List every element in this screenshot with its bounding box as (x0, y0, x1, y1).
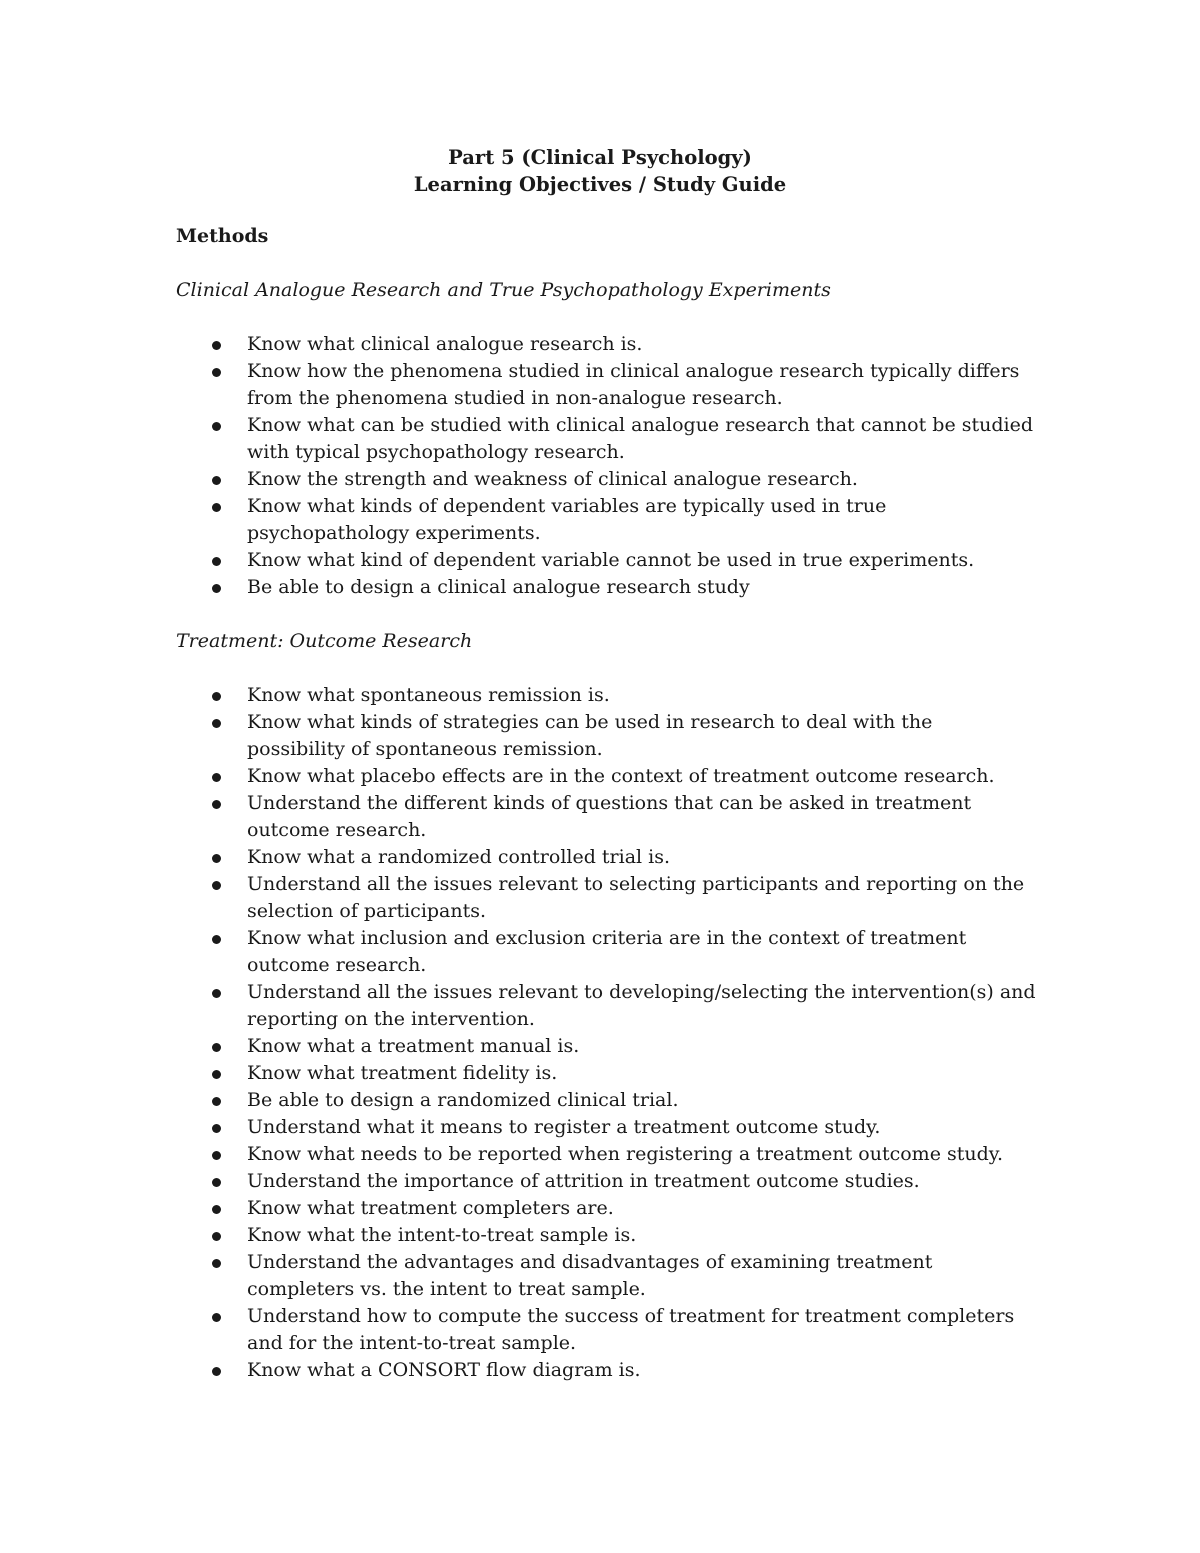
list-item-text: Know what spontaneous remission is. (247, 684, 610, 706)
list-item-text: Know how the phenomena studied in clinical analogue research typically differs from the phenomena studied in non-analogue research. (247, 360, 1020, 409)
bullet-icon (212, 1232, 221, 1241)
list-item-text: Know what kinds of dependent variables are typically used in true psychopathology experiments. (247, 495, 887, 544)
list-item (176, 466, 1036, 493)
list-item (176, 763, 1036, 790)
bullet-icon (212, 854, 221, 863)
bullet-icon (212, 1367, 221, 1376)
bullet-icon (212, 557, 221, 566)
bullet-icon (212, 1097, 221, 1106)
bullet-icon (212, 773, 221, 782)
list-item (176, 412, 1036, 466)
list-item-text: Know what needs to be reported when registering a treatment outcome study. (247, 1143, 1004, 1165)
bullet-icon (212, 719, 221, 728)
list-item-text: Know what can be studied with clinical analogue research that cannot be studied with typical psychopathology research. (247, 414, 1034, 463)
bullet-icon (212, 584, 221, 593)
list-item-text: Know what a randomized controlled trial is. (247, 846, 671, 868)
list-item-text: Understand the different kinds of questions that can be asked in treatment outcome research. (247, 792, 972, 841)
list-item-text: Understand the advantages and disadvantages of examining treatment completers vs. the intent to treat sample. (247, 1251, 933, 1300)
bullet-icon (212, 476, 221, 485)
list-item-text: Be able to design a clinical analogue research study (247, 576, 750, 598)
subheading-treatment-outcome: Treatment: Outcome Research (176, 630, 473, 652)
list-item (176, 1357, 1036, 1384)
list-item (176, 709, 1036, 763)
list-item (176, 1303, 1036, 1357)
list-item (176, 547, 1036, 574)
list-item-text: Know what a treatment manual is. (247, 1035, 580, 1057)
list-item (176, 358, 1036, 412)
document-title (0, 144, 1200, 198)
list-item (176, 1033, 1036, 1060)
bullet-icon (212, 1124, 221, 1133)
bullet-icon (212, 422, 221, 431)
bullet-icon (212, 1151, 221, 1160)
list-item-text: Understand all the issues relevant to developing/selecting the intervention(s) and reporting on the intervention. (247, 981, 1036, 1030)
list-item (176, 1195, 1036, 1222)
document-body (176, 223, 1036, 1411)
list-item (176, 1249, 1036, 1303)
bullet-icon (212, 989, 221, 998)
list-item (176, 574, 1036, 601)
objectives-list-treatment-outcome (176, 682, 1036, 1384)
bullet-icon (212, 800, 221, 809)
bullet-icon (212, 1043, 221, 1052)
list-item (176, 844, 1036, 871)
list-item-text: Know what the intent-to-treat sample is. (247, 1224, 637, 1246)
list-item (176, 493, 1036, 547)
list-item-text: Know what clinical analogue research is. (247, 333, 643, 355)
list-item (176, 1114, 1036, 1141)
bullet-icon (212, 1259, 221, 1268)
title-line-1: Part 5 (Clinical Psychology) (448, 146, 752, 169)
list-item-text: Be able to design a randomized clinical trial. (247, 1089, 679, 1111)
list-item (176, 925, 1036, 979)
list-item (176, 790, 1036, 844)
subheading-clinical-analogue: Clinical Analogue Research and True Psychopathology Experiments (176, 279, 831, 301)
section-heading-methods: Methods (176, 225, 269, 247)
list-item (176, 1087, 1036, 1114)
list-item (176, 979, 1036, 1033)
list-item-text: Know what kind of dependent variable cannot be used in true experiments. (247, 549, 975, 571)
bullet-icon (212, 368, 221, 377)
list-item-text: Know what a CONSORT flow diagram is. (247, 1359, 641, 1381)
list-item-text: Know what inclusion and exclusion criteria are in the context of treatment outcome research. (247, 927, 967, 976)
bullet-icon (212, 881, 221, 890)
bullet-icon (212, 1178, 221, 1187)
list-item-text: Understand how to compute the success of treatment for treatment completers and for the intent-to-treat sample. (247, 1305, 1015, 1354)
bullet-icon (212, 1313, 221, 1322)
list-item-text: Know what treatment completers are. (247, 1197, 614, 1219)
bullet-icon (212, 692, 221, 701)
bullet-icon (212, 1070, 221, 1079)
list-item (176, 1141, 1036, 1168)
list-item (176, 871, 1036, 925)
list-item (176, 1222, 1036, 1249)
list-item-text: Know what placebo effects are in the context of treatment outcome research. (247, 765, 995, 787)
bullet-icon (212, 341, 221, 350)
list-item (176, 331, 1036, 358)
title-line-2: Learning Objectives / Study Guide (413, 173, 787, 196)
list-item-text: Know what treatment fidelity is. (247, 1062, 558, 1084)
bullet-icon (212, 1205, 221, 1214)
list-item-text: Understand the importance of attrition in treatment outcome studies. (247, 1170, 920, 1192)
bullet-icon (212, 935, 221, 944)
bullet-icon (212, 503, 221, 512)
list-item (176, 682, 1036, 709)
list-item (176, 1168, 1036, 1195)
list-item (176, 1060, 1036, 1087)
list-item-text: Know the strength and weakness of clinical analogue research. (247, 468, 858, 490)
list-item-text: Know what kinds of strategies can be used in research to deal with the possibility of spontaneous remission. (247, 711, 933, 760)
list-item-text: Understand all the issues relevant to selecting participants and reporting on the selection of participants. (247, 873, 1025, 922)
objectives-list-clinical-analogue (176, 331, 1036, 601)
list-item-text: Understand what it means to register a treatment outcome study. (247, 1116, 881, 1138)
